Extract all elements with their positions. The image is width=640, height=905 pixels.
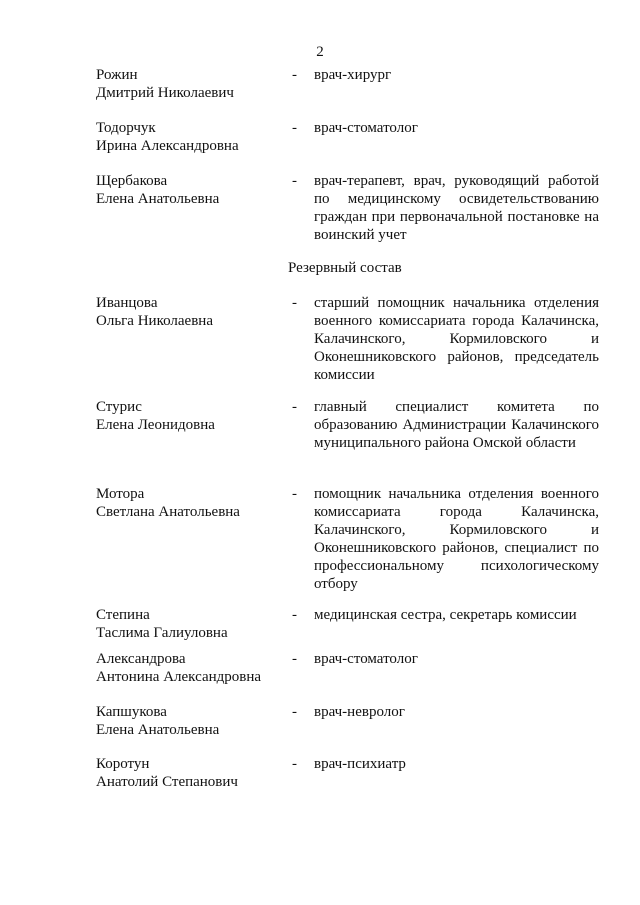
member-name — [96, 650, 276, 686]
member-name — [96, 119, 276, 155]
member-name — [96, 398, 276, 434]
member-surname: Александрова — [96, 651, 186, 667]
member-surname: Мотора — [96, 486, 145, 502]
member-given-name: Анатолий Степанович — [96, 774, 238, 790]
member-name — [96, 606, 276, 642]
member-role: врач-стоматолог — [314, 120, 418, 136]
dash-separator: - — [292, 120, 297, 136]
member-surname: Щербакова — [96, 173, 168, 189]
member-given-name: Елена Анатольевна — [96, 722, 220, 738]
member-given-name: Ирина Александровна — [96, 138, 239, 154]
member-role: помощник начальника отделения военного комиссариата города Калачинска, Калачинского, Кормиловского и Оконешниковского районов, специалист по профессиональному психологическому отбору — [314, 486, 599, 592]
member-given-name: Елена Леонидовна — [96, 417, 215, 433]
dash-separator: - — [292, 173, 297, 189]
member-surname: Иванцова — [96, 295, 158, 311]
member-role: медицинская сестра, секретарь комиссии — [314, 607, 577, 623]
dash-separator: - — [292, 295, 297, 311]
member-role: врач-невролог — [314, 704, 405, 720]
member-role: врач-хирург — [314, 67, 392, 83]
page-number: 2 — [316, 44, 324, 60]
member-given-name: Дмитрий Николаевич — [96, 85, 234, 101]
member-name — [96, 172, 276, 208]
member-surname: Тодорчук — [96, 120, 156, 136]
member-name — [96, 294, 276, 330]
member-surname: Степина — [96, 607, 150, 623]
member-given-name: Ольга Николаевна — [96, 313, 213, 329]
member-name — [96, 755, 276, 791]
section-heading-reserve: Резервный состав — [288, 260, 402, 276]
member-surname: Стурис — [96, 399, 142, 415]
member-surname: Коротун — [96, 756, 150, 772]
member-name — [96, 66, 276, 102]
member-role: главный специалист комитета по образованию Администрации Калачинского муниципального района Омской области — [314, 399, 599, 451]
member-given-name: Елена Анатольевна — [96, 191, 220, 207]
dash-separator: - — [292, 67, 297, 83]
dash-separator: - — [292, 704, 297, 720]
dash-separator: - — [292, 399, 297, 415]
member-name — [96, 703, 276, 739]
dash-separator: - — [292, 486, 297, 502]
member-name — [96, 485, 276, 521]
dash-separator: - — [292, 756, 297, 772]
member-given-name: Таслима Галиуловна — [96, 625, 228, 641]
dash-separator: - — [292, 651, 297, 667]
member-role: врач-психиатр — [314, 756, 406, 772]
member-given-name: Антонина Александровна — [96, 669, 262, 685]
member-role: старший помощник начальника отделения военного комиссариата города Калачинска, Калачинского, Кормиловского и Оконешниковского районов, председатель комиссии — [314, 295, 599, 383]
member-given-name: Светлана Анатольевна — [96, 504, 240, 520]
member-role: врач-терапевт, врач, руководящий работой по медицинскому освидетельствованию граждан при первоначальной постановке на воинский учет — [314, 173, 599, 243]
member-role: врач-стоматолог — [314, 651, 418, 667]
member-surname: Капшукова — [96, 704, 167, 720]
member-surname: Рожин — [96, 67, 138, 83]
dash-separator: - — [292, 607, 297, 623]
